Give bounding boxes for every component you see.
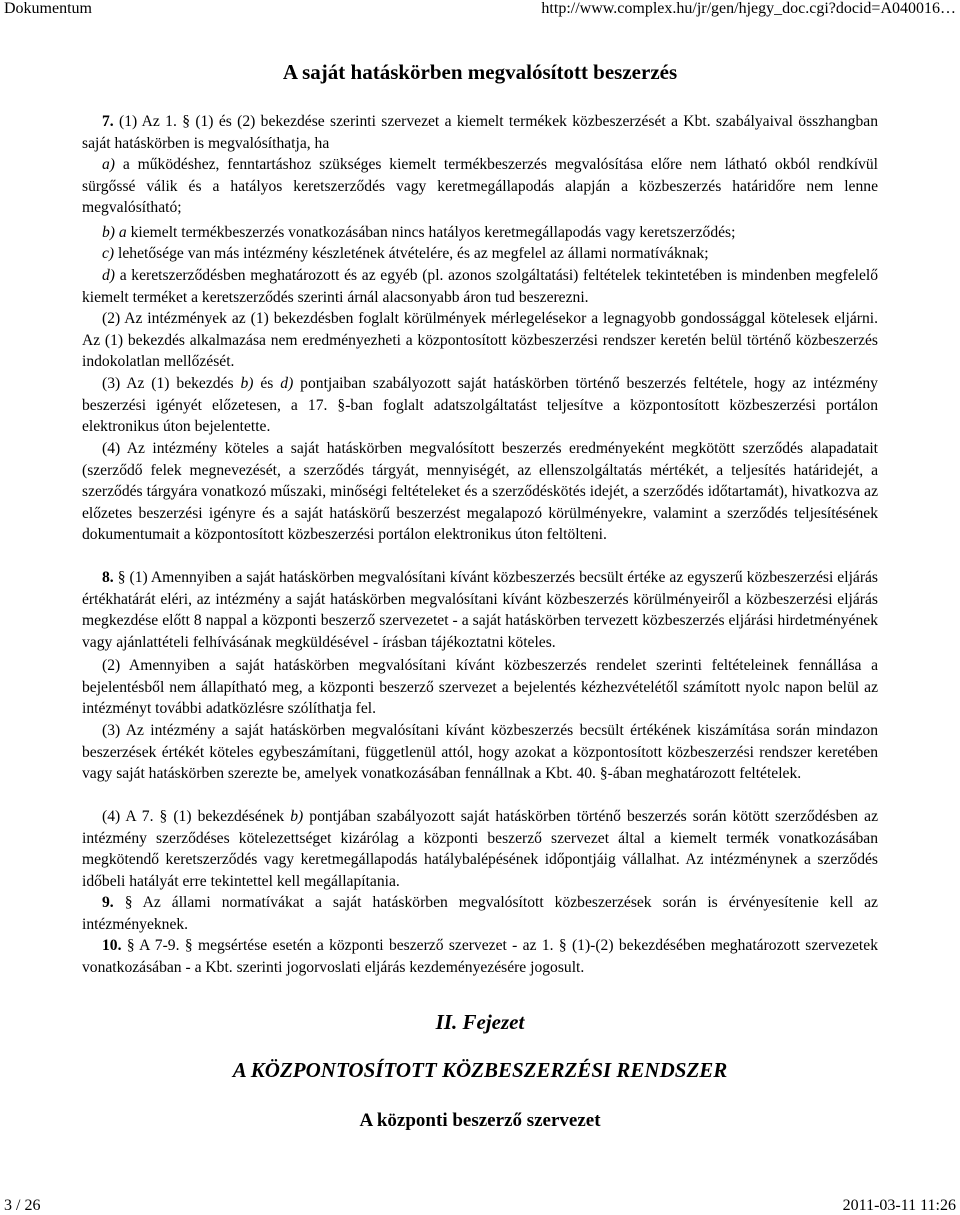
browser-header-url: http://www.complex.hu/jr/gen/hjegy_doc.cgi?docid=A040016… bbox=[541, 0, 956, 17]
paragraph-8-2: (2) Amennyiben a saját hatáskörben megvalósítani kívánt közbeszerzés rendelet szerinti feltételeinek fennállása a bejelentésből nem állapítható meg, a központi beszerző szervezet a bejelentés kézhezvételétől számított nyolc napon belül az intézményt további adatközlésre szólíthatja fel. bbox=[82, 657, 878, 717]
section-title: A saját hatáskörben megvalósított beszerzés bbox=[282, 60, 678, 84]
paragraph-text: pontjaiban szabályozott saját hatáskörben történő beszerzés feltétele, hogy az intézmény beszerzési igényét előzetesen, a 17. §-ban foglalt adatszolgáltatást teljesítve a központosított közbeszerzési portálon elektronikus úton bejelentette. bbox=[82, 375, 878, 435]
print-timestamp: 2011-03-11 11:26 bbox=[842, 1197, 956, 1214]
paragraph-10 bbox=[82, 935, 878, 978]
paragraph-7-b bbox=[82, 222, 878, 244]
paragraph-9 bbox=[82, 892, 878, 935]
paragraph-7-c bbox=[82, 243, 878, 265]
paragraph-8-4 bbox=[82, 806, 878, 892]
paragraph-7-a bbox=[82, 154, 878, 219]
section-number: 8. bbox=[102, 569, 114, 586]
paragraph-8-3: (3) Az intézmény a saját hatáskörben megvalósítani kívánt közbeszerzés becsült értékének kiszámítása során mindazon beszerzések értékét köteles egybeszámítani, függetlenül attól, hogy azokat a központosított közbeszerzési rendszer keretében vagy saját hatáskörben szerezte be, amelyek vonatkozásában fennállnak a Kbt. 40. §-ában meghatározott feltételek. bbox=[82, 722, 878, 782]
paragraph-text: pontjában szabályozott saját hatáskörben történő beszerzés során kötött szerződésben az intézmény szerződéses kötelezettséget kizárólag a központi beszerző szervezet által a kiemelt termék vonatkozásában megkötendő keretszerződés vagy keretmegállapodás hatálybalépésének időpontjáig vállalhat. Az intézménynek a szerződés időbeli hatályát erre tekintettel kell megállapítania. bbox=[82, 808, 878, 890]
paragraph-text: § (1) Amennyiben a saját hatáskörben megvalósítani kívánt közbeszerzés becsült értéke az egyszerű közbeszerzési eljárás értékhatárát eléri, az intézmény a saját hatáskörben megvalósítani kívánt közbeszerzés körülményeiről a közbeszerzési eljárás megkezdése előtt 8 nappal a központi beszerző szervezetet - a saját hatáskörben tervezett közbeszerzés eljárási hirdetményének vagy ajánlattételi felhívásának megküldésével - írásban tájékoztatni köteles. bbox=[82, 569, 878, 651]
paragraph-text: a keretszerződésben meghatározott és az egyéb (pl. azonos szolgáltatási) feltételek tekintetében is mindenben megfelelő kiemelt terméket a keretszerződés szerinti árnál alacsonyabb áron tud beszerezni. bbox=[82, 267, 878, 306]
section-number: 7. bbox=[102, 113, 114, 130]
paragraph-text: lehetősége van más intézmény készletének átvételére, és az megfelel az állami normatíváknak; bbox=[118, 245, 709, 262]
paragraph-7-3 bbox=[82, 373, 878, 438]
chapter-title: A KÖZPONTOSÍTOTT KÖZBESZERZÉSI RENDSZER bbox=[232, 1058, 728, 1082]
section-number: 10. bbox=[102, 937, 122, 954]
paragraph-text: § Az állami normatívákat a saját hatáskörben megvalósított közbeszerzések során is érvényesítenie kell az intézményeknek. bbox=[82, 894, 878, 933]
paragraph-text: (3) Az (1) bekezdés bbox=[102, 375, 234, 392]
paragraph-text: § A 7-9. § megsértése esetén a központi beszerző szervezet - az 1. § (1)-(2) bekezdésében meghatározott szervezetek vonatkozásában - a Kbt. szerinti jogorvoslati eljárás kezdeményezésére jogosult. bbox=[82, 937, 878, 976]
point-marker: c) bbox=[102, 245, 115, 262]
paragraph-8-1 bbox=[82, 567, 878, 653]
paragraph-text: kiemelt termékbeszerzés vonatkozásában nincs hatályos keretmegállapodás vagy keretszerződés; bbox=[130, 224, 736, 241]
paragraph-text: (4) A 7. § (1) bekezdésének bbox=[102, 808, 285, 825]
paragraph-7-2: (2) Az intézmények az (1) bekezdésben foglalt körülmények mérlegelésekor a legnagyobb gondossággal kötelesek eljárni. Az (1) bekezdés alkalmazása nem eredményezheti a központosított közbeszerzési rendszer keretén belül történő közbeszerzés indokolatlan mellőzését. bbox=[82, 310, 878, 370]
point-marker: d) bbox=[280, 375, 294, 392]
paragraph-7-d bbox=[82, 265, 878, 308]
paragraph-7-4: (4) Az intézmény köteles a saját hatáskörben megvalósított beszerzés eredményeként megkötött szerződés alapadatait (szerződő felek megnevezését, a szerződés tárgyát, mennyiségét, az ellenszolgáltatás mértékét, a teljesítés határidejét, a szerződés tárgyára vonatkozó műszaki, minőségi feltételeket és a szerződéskötés idejét, a szerződés időtartamát), hivatkozva az előzetes beszerzési igényre és a saját hatáskörű beszerzést megalapozó körülményekre, valamint a szerződés teljesítésének dokumentumait a központosított közbeszerzési portálon elektronikus úton feltölteni. bbox=[82, 440, 878, 543]
point-marker: a) bbox=[102, 156, 115, 173]
paragraph-text: és bbox=[260, 375, 274, 392]
paragraph-text: (1) Az 1. § (1) és (2) bekezdése szerinti szervezet a kiemelt termékek közbeszerzését a Kbt. szabályaival összhangban saját hatáskörben is megvalósíthatja, ha bbox=[82, 113, 878, 152]
point-marker: d) bbox=[102, 267, 115, 284]
subsection-title: A központi beszerző szervezet bbox=[359, 1110, 601, 1131]
section-number: 9. bbox=[102, 894, 114, 911]
paragraph-7-1 bbox=[82, 111, 878, 154]
point-marker: b) bbox=[240, 375, 254, 392]
browser-header-title: Dokumentum bbox=[4, 0, 92, 17]
page-counter: 3 / 26 bbox=[4, 1197, 41, 1214]
point-marker: b) a bbox=[102, 224, 127, 241]
chapter-heading: II. Fejezet bbox=[435, 1010, 525, 1034]
paragraph-text: a működéshez, fenntartáshoz szükséges kiemelt termékbeszerzés megvalósítása előre nem látható okból rendkívül sürgőssé válik és a hatályos keretszerződés vagy keretmegállapodás alapján a közbeszerzés határidőre nem lenne megvalósítható; bbox=[82, 156, 878, 216]
point-marker: b) bbox=[290, 808, 304, 825]
